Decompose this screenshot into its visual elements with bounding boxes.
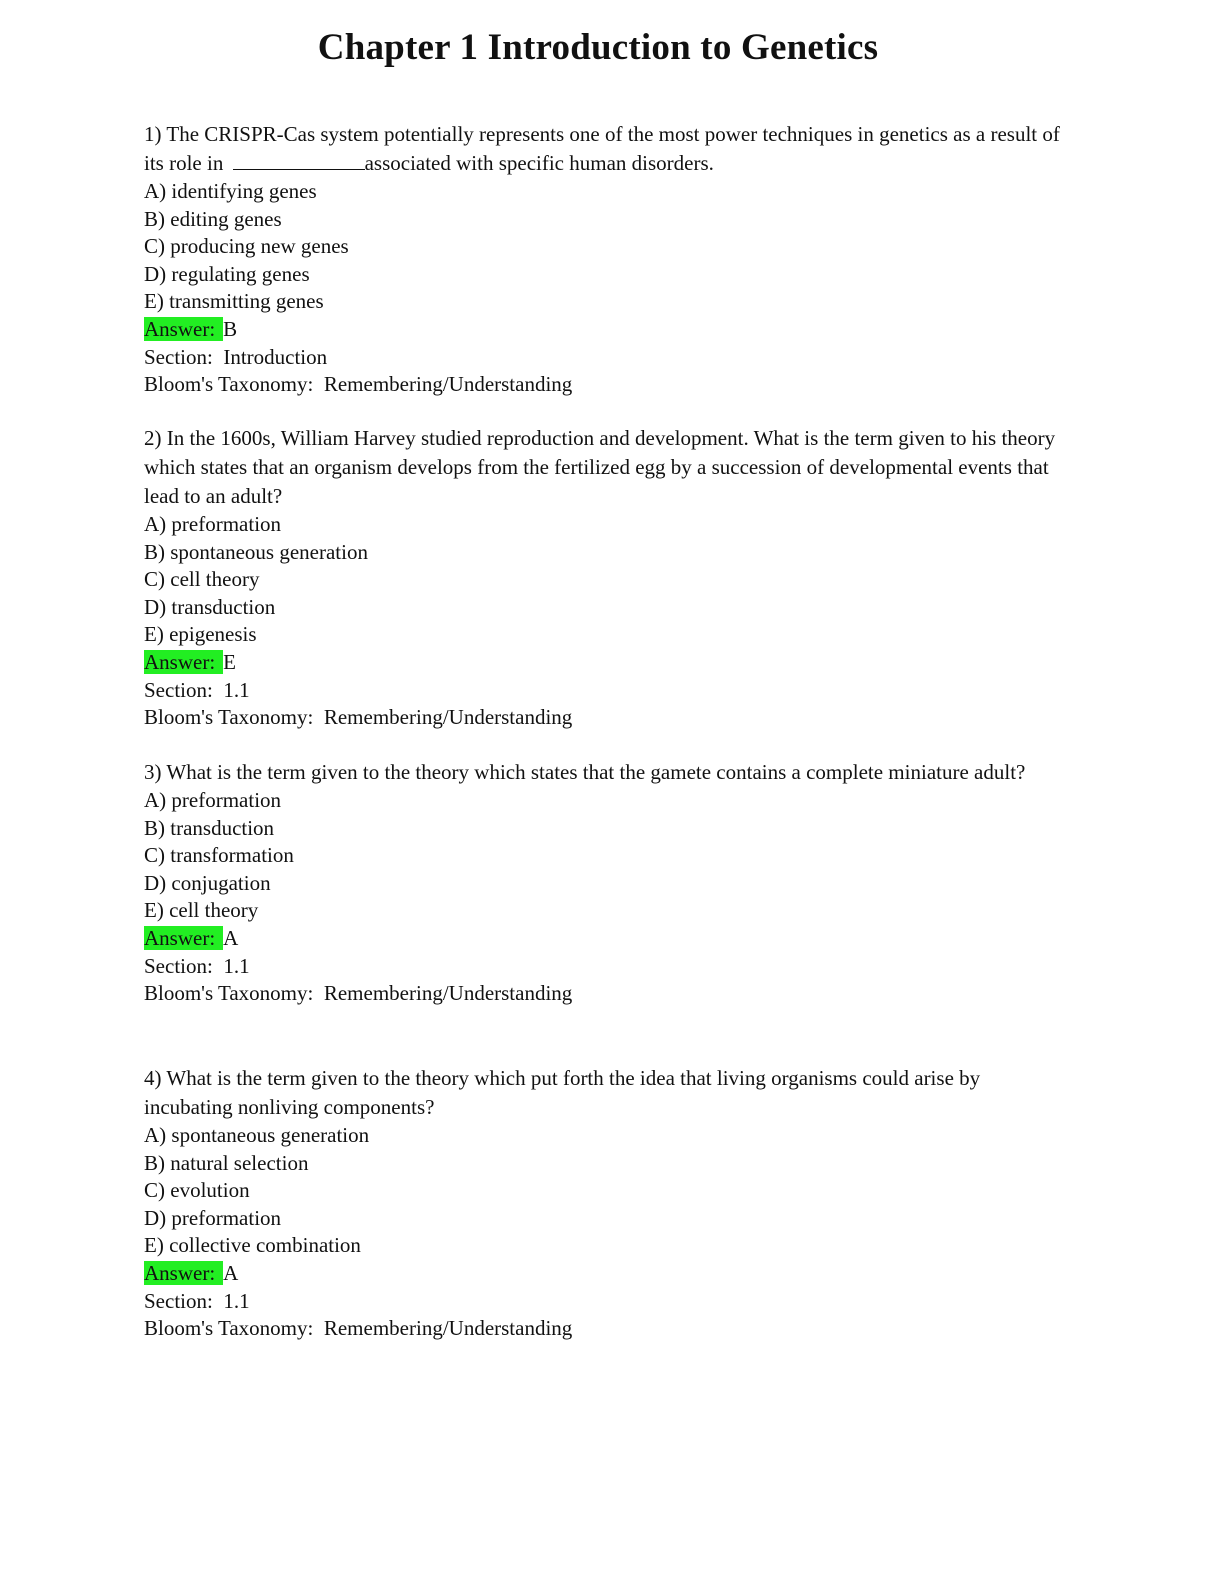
blooms-line: Bloom's Taxonomy: Remembering/Understanding [144,1316,573,1341]
page-title: Chapter 1 Introduction to Genetics [317,27,879,68]
answer-label: Answer: [144,926,223,950]
option-c: C) evolution [144,1178,250,1203]
question-1 [144,120,1064,399]
answer-line [144,649,1064,677]
answer-line [144,925,1064,953]
section-line: Section: 1.1 [144,677,250,702]
question-3 [144,758,1064,1008]
option-a: A) preformation [144,788,282,812]
option-d: D) conjugation [144,870,271,895]
option-d: D) preformation [144,1205,282,1230]
option-c: C) transformation [144,843,294,868]
answer-value: A [223,925,239,950]
answer-line [144,316,1064,344]
option-b: B) transduction [144,815,275,840]
option-e: E) cell theory [144,898,259,923]
answer-value: A [223,1260,239,1285]
question-stem: 4) What is the term given to the theory which put forth the idea that living organisms could arise by incubating nonliving components? [144,1066,981,1119]
option-a: A) identifying genes [144,179,317,203]
option-a: A) spontaneous generation [144,1123,370,1147]
blooms-line: Bloom's Taxonomy: Remembering/Understanding [144,981,573,1006]
section-line: Section: 1.1 [144,1288,250,1313]
option-c: C) producing new genes [144,234,349,259]
question-stem: 3) What is the term given to the theory which states that the gamete contains a complete miniature adult? [144,760,1026,784]
answer-value: E [223,649,236,674]
answer-label: Answer: [144,650,223,674]
option-b: B) editing genes [144,206,282,231]
option-a: A) preformation [144,512,282,536]
blooms-line: Bloom's Taxonomy: Remembering/Understanding [144,705,573,730]
option-d: D) regulating genes [144,261,310,286]
answer-value: B [223,316,238,341]
option-b: B) natural selection [144,1150,309,1175]
question-stem: 1) The CRISPR-Cas system potentially represents one of the most power techniques in genetics as a result of its role in associated with specific human disorders. [144,122,1060,175]
answer-label: Answer: [144,317,223,341]
option-e: E) transmitting genes [144,289,324,314]
section-line: Section: 1.1 [144,953,250,978]
fill-in-blank [233,151,365,170]
option-d: D) transduction [144,594,276,619]
blooms-line: Bloom's Taxonomy: Remembering/Understanding [144,372,573,397]
option-e: E) epigenesis [144,622,257,647]
question-stem: 2) In the 1600s, William Harvey studied reproduction and development. What is the term given to his theory which states that an organism develops from the fertilized egg by a succession of developmental events that lead to an adult? [144,426,1056,508]
option-b: B) spontaneous generation [144,539,368,564]
option-e: E) collective combination [144,1233,361,1258]
answer-line [144,1260,1064,1288]
section-line: Section: Introduction [144,344,328,369]
question-4 [144,1064,1064,1343]
question-2 [144,424,1064,732]
answer-label: Answer: [144,1261,223,1285]
option-c: C) cell theory [144,567,260,592]
